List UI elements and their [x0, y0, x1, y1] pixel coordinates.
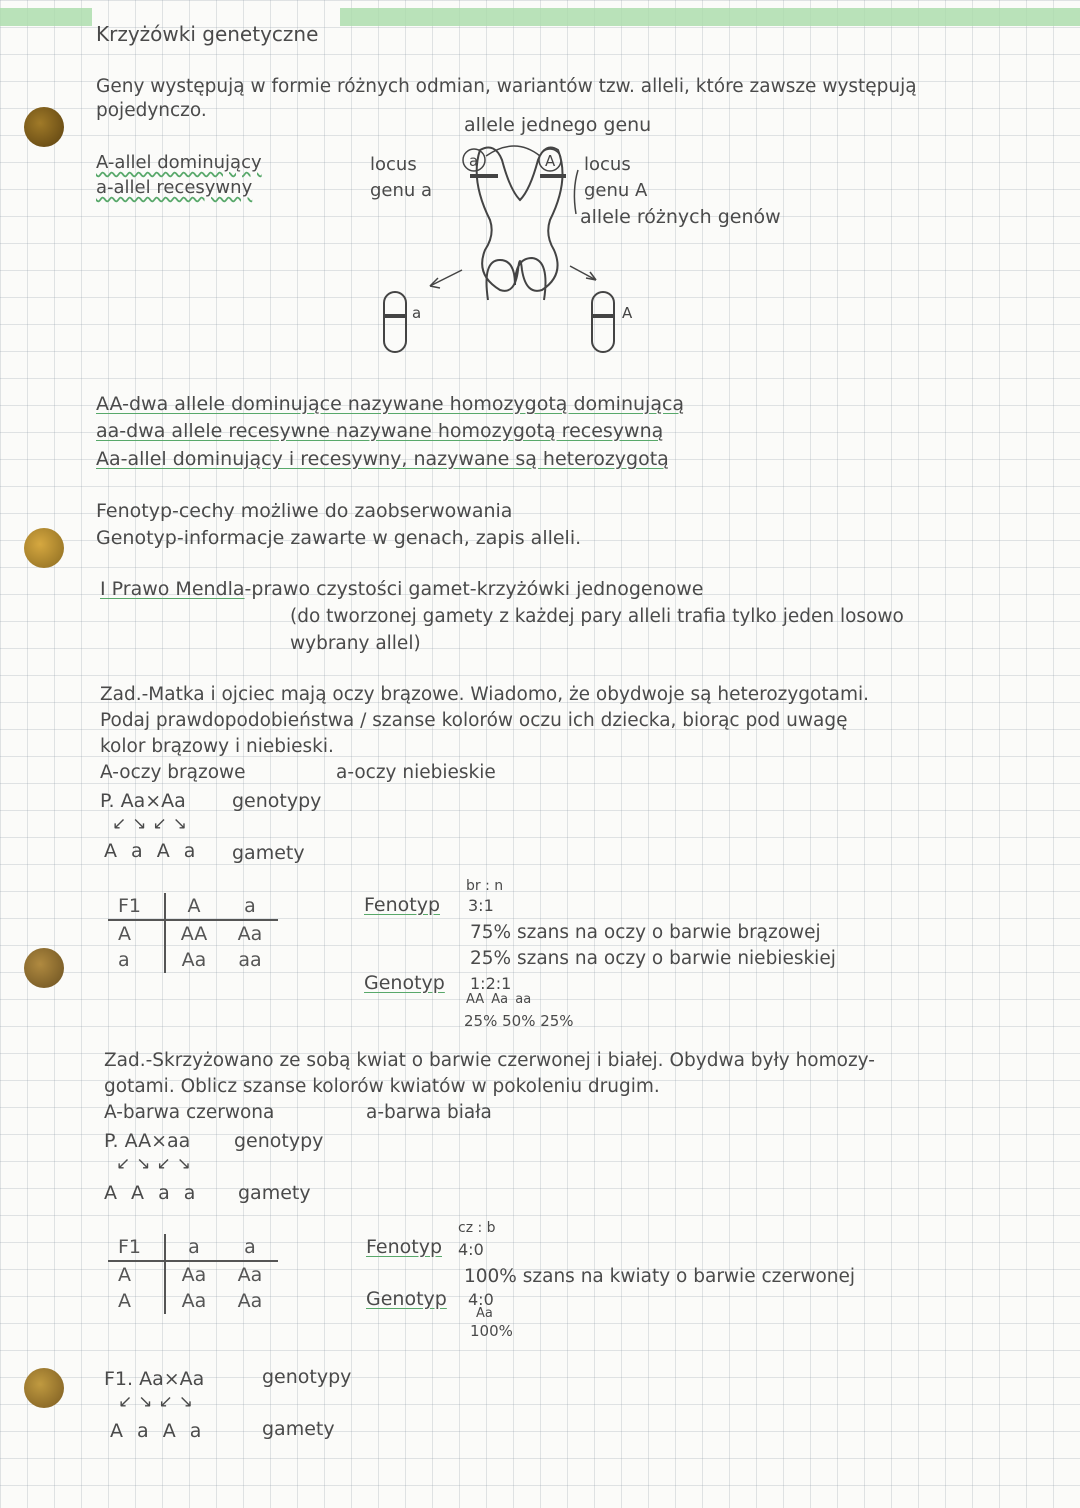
diagram-alleles-one-gene: allele jednego genu [464, 114, 652, 136]
diagram-locus-A-1: locus [584, 154, 631, 175]
def-genotyp: Genotyp-informacje zawarte w genach, zapis alleli. [96, 527, 582, 549]
binder-hole [24, 1368, 64, 1408]
zygosity-Aa [96, 448, 669, 470]
punnett-col-head: a [222, 893, 278, 920]
punnett-col-head: A [165, 893, 222, 920]
punnett-row-head: A [108, 1288, 165, 1314]
mendel-line-2: (do tworzonej gamety z każdej pary alleli trafia tylko jeden losowo [290, 606, 904, 627]
task2-genotyp-label: Genotyp [366, 1288, 447, 1310]
task2-p-line: P. AA×aa [104, 1130, 191, 1152]
task1-punnett-square [108, 893, 278, 973]
task1-allele-a: a-oczy niebieskie [336, 762, 496, 783]
punnett-col-head: a [165, 1234, 222, 1261]
task1-gametes: A a A a [104, 840, 196, 862]
f1-gamety-label: gamety [262, 1418, 335, 1440]
task1-p-line: P. Aa×Aa [100, 790, 186, 812]
punnett-corner: F1 [108, 893, 165, 920]
task2-line-1: Zad.-Skrzyżowano ze sobą kwiat o barwie czerwonej i białej. Obydwa były homozy- [104, 1050, 875, 1071]
punnett-corner: F1 [108, 1234, 165, 1261]
punnett-cell: aa [238, 949, 262, 971]
task1-genotyp-label: Genotyp [364, 972, 445, 994]
zygosity-Aa-text: Aa-allel dominujący i recesywny, nazywane są heterozygotą [96, 448, 669, 470]
task1-line-1: Zad.-Matka i ojciec mają oczy brązowe. Wiadomo, że obydwoje są heterozygotami. [100, 684, 869, 705]
page-title: Krzyżówki genetyczne [96, 22, 319, 46]
punnett-col-head: a [222, 1234, 278, 1261]
zygosity-AA [96, 393, 684, 415]
punnett-row-head: A [108, 920, 165, 947]
task2-genotyp-ratio: 4:0 [468, 1290, 494, 1309]
mendel-line-3: wybrany allel) [290, 633, 421, 654]
f1-genotypy-label: genotypy [262, 1366, 352, 1388]
def-fenotyp: Fenotyp-cechy możliwe do zaobserwowania [96, 500, 513, 522]
task2-line-2: gotami. Oblicz szanse kolorów kwiatów w pokoleniu drugim. [104, 1076, 660, 1097]
diagram-locus-a-2: genu a [370, 180, 433, 201]
task2-genotyp-types: Aa [476, 1306, 493, 1321]
task2-allele-A: A-barwa czerwona [104, 1102, 275, 1123]
task1-genotyp-pct: 25% 50% 25% [464, 1012, 574, 1030]
diagram-bottom-A: A [622, 304, 633, 322]
punnett-row-head: A [108, 1261, 165, 1288]
task1-fenotyp-ratio: 3:1 [468, 896, 494, 915]
dominant-allele-def: A-allel dominujący [96, 152, 262, 173]
task1-gamety-label: gamety [232, 842, 305, 864]
diagram-alleles-diff-genes: allele różnych genów [580, 206, 781, 228]
intro-line-1: Geny występują w formie różnych odmian, wariantów tzw. alleli, które zawsze występują [96, 76, 917, 97]
diagram-label-A: A [545, 152, 556, 170]
recessive-allele-def: a-allel recesywny [96, 177, 253, 198]
diagram-locus-a-1: locus [370, 154, 417, 175]
task1-genotyp-ratio: 1:2:1 [470, 974, 512, 993]
task1-line-3: kolor brązowy i niebieski. [100, 736, 334, 757]
punnett-cell: AA [180, 923, 208, 945]
header-highlight-right [340, 8, 1080, 26]
mendel-title: I Prawo Mendla [100, 578, 245, 600]
punnett-cell: Aa [181, 1290, 207, 1312]
punnett-cell: Aa [181, 1264, 207, 1286]
task2-gamety-label: gamety [238, 1182, 311, 1204]
binder-hole [24, 948, 64, 988]
zygosity-AA-text: AA-dwa allele dominujące nazywane homozygotą dominującą [96, 393, 685, 415]
task2-fenotyp-label: Fenotyp [366, 1236, 442, 1258]
punnett-cell: Aa [181, 949, 207, 971]
chromosome-diagram [370, 140, 670, 360]
punnett-cell: Aa [237, 923, 263, 945]
f1-arrows: ↙↘↙↘ [118, 1392, 199, 1412]
task1-genotyp-types: AA Aa aa [466, 992, 532, 1007]
task2-arrows: ↙↘↙↘ [116, 1154, 197, 1174]
task2-allele-a: a-barwa biała [366, 1102, 492, 1123]
task2-punnett-square [108, 1234, 278, 1314]
diagram-label-a: a [469, 152, 479, 170]
binder-hole [24, 528, 64, 568]
task1-fenotyp-label: Fenotyp [364, 894, 440, 916]
task2-gametes: A A a a [104, 1182, 196, 1204]
task1-chance-1: 75% szans na oczy o barwie brązowej [470, 922, 821, 943]
diagram-bottom-a: a [412, 304, 422, 322]
task1-line-2: Podaj prawdopodobieństwa / szanse kolorów oczu ich dziecka, biorąc pod uwagę [100, 710, 848, 731]
intro-line-2: pojedynczo. [96, 100, 207, 121]
mendel-rest: -prawo czystości gamet-krzyżówki jednogenowe [244, 578, 704, 600]
task2-fenotyp-ratio: 4:0 [458, 1240, 484, 1259]
f1-gametes: A a A a [110, 1420, 202, 1442]
task1-allele-A: A-oczy brązowe [100, 762, 246, 783]
header-highlight-left [0, 8, 92, 26]
task2-fenotyp-header: cz : b [458, 1220, 496, 1236]
zygosity-aa [96, 420, 663, 442]
task2-genotyp-pct: 100% [470, 1322, 513, 1340]
task1-chance-2: 25% szans na oczy o barwie niebieskiej [470, 948, 836, 969]
task2-chance-1: 100% szans na kwiaty o barwie czerwonej [464, 1266, 856, 1287]
task1-fenotyp-header: br : n [466, 878, 504, 894]
f1-p-line: F1. Aa×Aa [104, 1368, 205, 1390]
task1-arrows: ↙↘↙↘ [112, 814, 193, 834]
task1-genotypy-label: genotypy [232, 790, 322, 812]
punnett-row-head: a [108, 947, 165, 973]
zygosity-aa-text: aa-dwa allele recesywne nazywane homozygotą recesywną [96, 420, 664, 442]
task2-genotypy-label: genotypy [234, 1130, 324, 1152]
punnett-cell: Aa [237, 1264, 263, 1286]
binder-hole [24, 107, 64, 147]
punnett-cell: Aa [237, 1290, 263, 1312]
mendel-line-1 [100, 578, 703, 600]
diagram-locus-A-2: genu A [584, 180, 648, 201]
